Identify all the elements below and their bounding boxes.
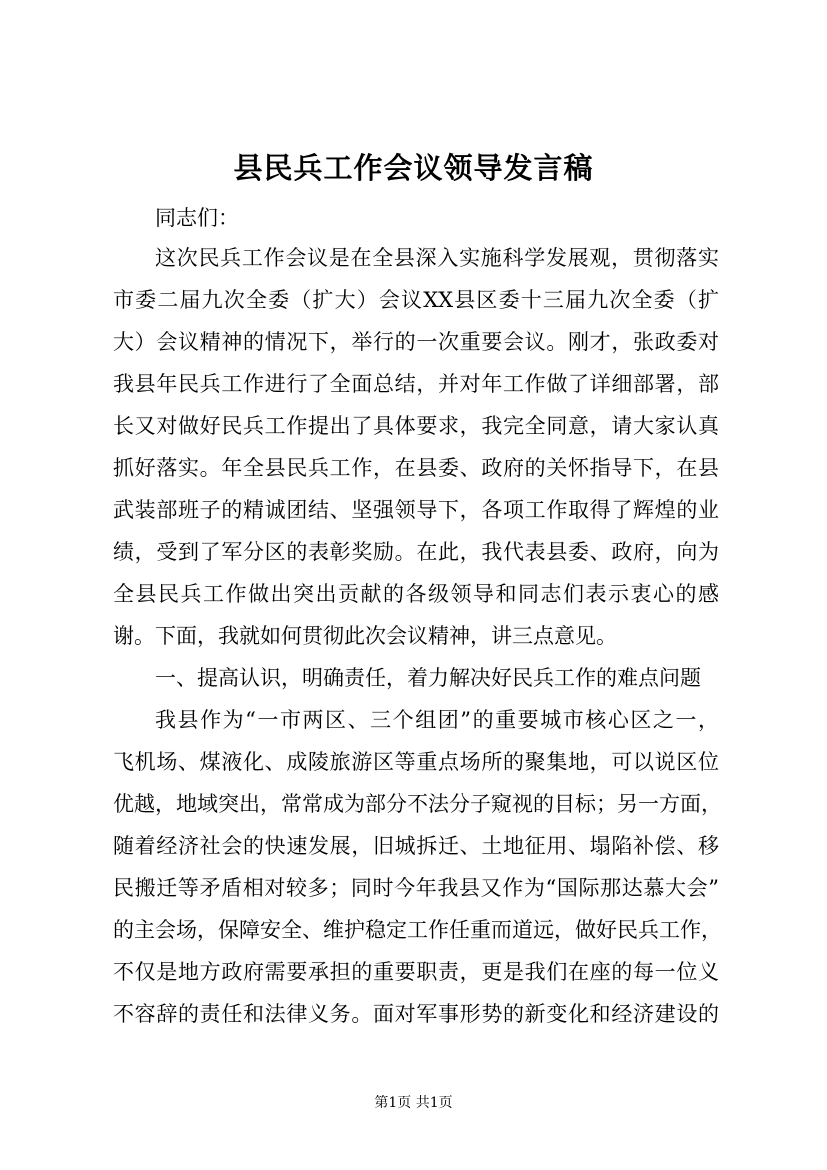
paragraph-line: 大）会议精神的情况下，举行的一次重要会议。刚才，张政委对: [113, 330, 719, 354]
paragraph-line: 的主会场，保障安全、维护稳定工作任重而道远，做好民兵工作，: [113, 918, 722, 942]
paragraph-line: 全县民兵工作做出突出贡献的各级领导和同志们表示衷心的感: [113, 582, 719, 606]
paragraph-line: 绩，受到了军分区的表彰奖励。在此，我代表县委、政府，向为: [113, 540, 719, 564]
paragraph-line: 我县作为“一市两区、三个组团”的重要城市核心区之一，: [155, 708, 719, 732]
document-title: 县民兵工作会议领导发言稿: [233, 151, 594, 185]
paragraph-line: 民搬迁等矛盾相对较多；同时今年我县又作为“国际那达慕大会”: [113, 876, 719, 900]
salutation: 同志们：: [155, 206, 239, 230]
page-footer: 第1页 共1页: [374, 1095, 453, 1111]
paragraph-line: 飞机场、煤液化、成陵旅游区等重点场所的聚集地，可以说区位: [113, 750, 719, 774]
paragraph-line: 不仅是地方政府需要承担的重要职责，更是我们在座的每一位义: [113, 960, 719, 984]
paragraph-line: 武装部班子的精诚团结、坚强领导下，各项工作取得了辉煌的业: [113, 498, 719, 522]
section-heading: 一、提高认识，明确责任，着力解决好民兵工作的难点问题: [155, 666, 701, 690]
paragraph-line: 长又对做好民兵工作提出了具体要求，我完全同意，请大家认真: [113, 414, 719, 438]
paragraph-line: 谢。下面，我就如何贯彻此次会议精神，讲三点意见。: [113, 624, 617, 648]
paragraph-line: 我县年民兵工作进行了全面总结，并对年工作做了详细部署，部: [113, 372, 719, 396]
paragraph-line: 市委二届九次全委（扩大）会议XX县区委十三届九次全委（扩: [113, 288, 719, 312]
paragraph-line: 优越，地域突出，常常成为部分不法分子窥视的目标；另一方面，: [113, 792, 722, 816]
paragraph-line: 随着经济社会的快速发展，旧城拆迁、土地征用、塌陷补偿、移: [113, 834, 719, 858]
paragraph-line: 这次民兵工作会议是在全县深入实施科学发展观，贯彻落实: [155, 246, 719, 270]
paragraph-line: 抓好落实。年全县民兵工作，在县委、政府的关怀指导下，在县: [113, 456, 719, 480]
paragraph-line: 不容辞的责任和法律义务。面对军事形势的新变化和经济建设的: [113, 1002, 719, 1026]
